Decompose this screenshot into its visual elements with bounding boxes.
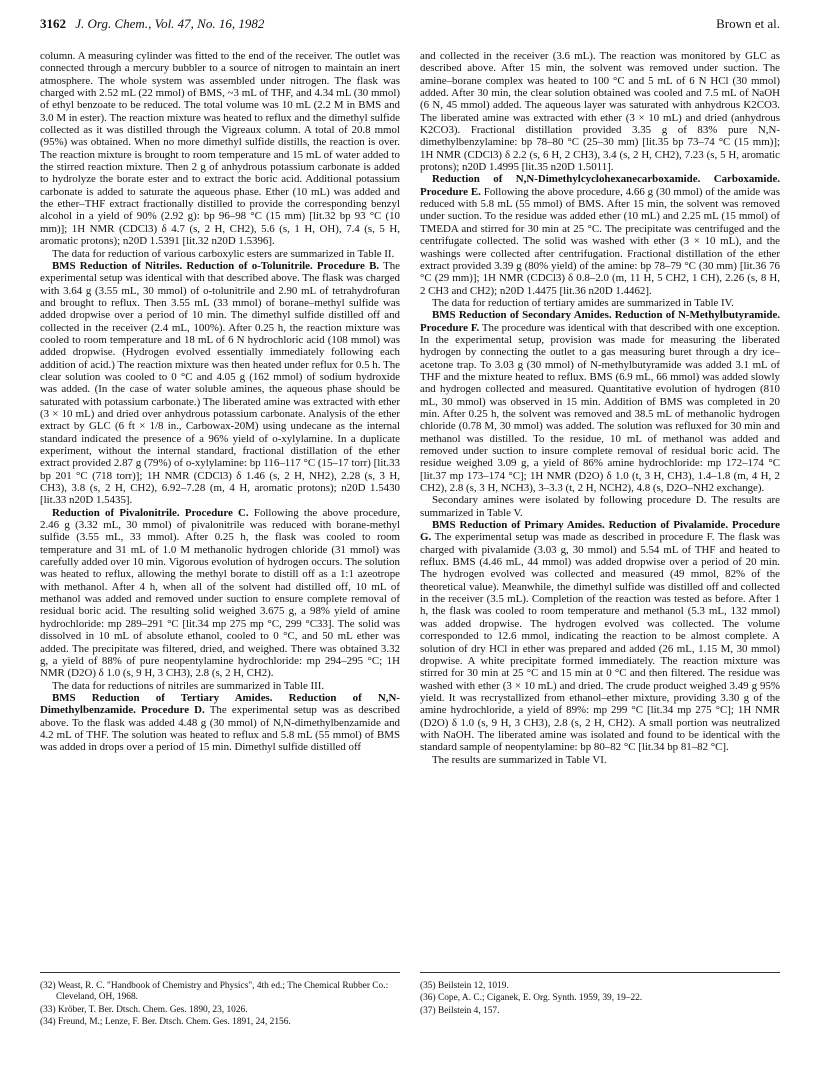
section-heading: Reduction of Pivalonitrile. Procedure C. [52, 506, 249, 519]
paragraph [420, 173, 780, 296]
footnote: (35) Beilstein 12, 1019. [420, 981, 509, 991]
header-authors: Brown et al. [716, 16, 780, 31]
paragraph [40, 50, 400, 248]
paragraph-text: Following the above procedure, 2.46 g (3.32 mL, 30 mmol) of pivalonitrile was reduced with borane-methyl sulfide (3.55 mL, 33 mmol). After 0.25 h, the flask was cooled to room temperature and 31 mL of 1.0 M methanolic hydrogen chloride (31 mmol) was carefully added over 10 min. Vigorous evolution of hydrogen occurs. The solution was heated to reflux, allowing the methyl borate to distill off as a 1:1 azeotrope with methanol. After 4 h, when all of the solvent had distilled off, 10 mL of methanol was added and removed under suction to ensure complete removal of residual boric acid. The resulting solid weighed 3.675 g, a 98% yield of amine hydrochloride: mp 289–291 °C [lit.34 mp 275 mp °C, 299 °C33]. The solid was dissolved in 10 mL of absolute ethanol, cooled to 0 °C, and 50 mL ether was added. The precipitate was filtered, dried, and weighed. There was obtained 3.32 g, a yield of 88% of pure neopentylamine hydrochloride: mp 294–295 °C; 1H NMR (D2O) δ 1.0 (s, 9 H, 3 CH3), 2.8 (s, 2 H, CH2). [40, 506, 400, 680]
running-header [40, 16, 780, 40]
paragraph-text: The experimental setup was identical with that described above. The flask was charged with 3.64 g (3.55 mL, 30 mmol) of o-tolunitrile and 2.90 mL of tetrahydrofuran and brought to reflux. Then 3.55 mL (33 mmol) of borane–methyl sulfide was added dropwise over a period of 10 min. The dimethyl sulfide distilled off and collected in the receiver (2.4 mL, 100%). After 0.25 h, the reaction mixture was cooled to room temperature and 18 mL of 6 N hydrochloric acid (108 mmol) was added dropwise. (Hydrogen evolved essentially immediately following each addition of acid.) The reaction mixture was then heated under reflux for 0.5 h. The clear solution was cooled to 0 °C and 4.05 g (162 mmol) of sodium hydroxide was added. (In the case of water soluble amines, the aqueous phase should be saturated with potassium carbonate.) The liberated amine was extracted with ether (3 × 10 mL) and dried over anhydrous potassium carbonate. Analysis of the ether extract by GLC (6 ft × 1/8 in., Carbowax-20M) using undecane as the internal standard indicated the presence of a 96% yield of o-xylylamine. In a duplicate experiment, without the internal standard, fractional distillation of the ether extract provided 2.87 g (79%) of o-xylylamine: bp 116–117 °C (15–17 torr) [lit.33 bp 201 °C (718 torr)]; 1H NMR (CDCl3) δ 1.46 (s, 2 H, NH2), 2.28 (s, 3 H, CH3), 3.8 (s, 2 H, CH2), 6.92–7.28 (m, 4 H, aromatic protons); n20D 1.5430 [lit.33 n20D 1.5435]. [40, 259, 400, 507]
paragraph [420, 494, 780, 519]
paragraph [420, 754, 780, 766]
paragraph [40, 692, 400, 754]
section-heading: BMS Reduction of Tertiary Amides. Reduction of N,N-Dimethylbenzamide. Procedure D. [40, 691, 400, 717]
paragraph [420, 297, 780, 309]
header-left [40, 16, 264, 32]
footnote: (32) Weast, R. C. "Handbook of Chemistry and Physics", 4th ed.; The Chemical Rubber Co.: Cleveland, OH, 1968. [40, 981, 389, 1003]
footnotes-right [420, 972, 780, 1018]
paragraph-text: The data for reduction of various carboxylic esters are summarized in Table II. [52, 247, 395, 260]
paragraph [420, 50, 780, 173]
footnotes-left [40, 972, 400, 1030]
paragraph-text: Secondary amines were isolated by following procedure D. The results are summarized in Table V. [420, 494, 780, 519]
paragraph-text: The data for reduction of tertiary amides are summarized in Table IV. [432, 296, 734, 309]
journal-citation: J. Org. Chem., Vol. 47, No. 16, 1982 [75, 16, 265, 31]
paragraph-text: The experimental setup was made as described in procedure F. The flask was charged with pivalamide (3.03 g, 30 mmol) and 5.54 mL of THF and heated to reflux. BMS (4.46 mL, 44 mmol) was added dropwise over a period of 20 min. The hydrogen evolved was collected and measured (49 mmol, 82% of the theoretical value). Meanwhile, the dimethyl sulfide was distilled off and collected in the receiver (3.5 mL). Completion of the reaction was tested as before. After 1 h, the flask was cooled to room temperature and methanol (5.3 mL, 132 mmol) was added dropwise. The hydrogen evolved was collected. The volume corresponded to 12.6 mmol, indicating the reaction to be almost complete. A solution of dry HCl in ether was prepared and added (26 mL, 1.15 M, 30 mmol) dropwise. A white precipitate formed immediately. The reaction mixture was stirred for 30 min at 25 °C and 15 min at 0 °C and then filtered. The residue was washed with ether (3 × 10 mL) and dried. The crude product weighed 3.49 g 95% yield. It was recrystallized from ethanol–ether mixture, providing 3.30 g of the amine hydrochloride, a yield of 89%: mp 299 °C [lit.34 mp 275 °C]; 1H NMR (D2O) δ 1.0 (s, 9 H, 3 CH3), 2.8 (s, 2 H, CH2). A small portion was neutralized with NaOH. The liberated amine was isolated and found to be identical with the standard sample of neopentylamine: bp 80–82 °C [lit.34 bp 81–82 °C]. [420, 531, 780, 754]
section-heading: BMS Reduction of Nitriles. Reduction of o-Tolunitrile. Procedure B. [52, 259, 380, 272]
paragraph [40, 248, 400, 260]
paragraph-text: column. A measuring cylinder was fitted to the end of the receiver. The outlet was connected through a mercury bubbler to a source of nitrogen to maintain an inert atmosphere. The whole system was assembled under nitrogen. The flask was charged with 2.52 mL (22 mmol) of BMS, ~3 mL of THF, and 4.34 mL (30 mmol) of ethyl benzoate to be reduced. The total volume was 10 mL (2.2 M in BMS and 3.0 M in ester). The reaction mixture was heated to reflux and the dimethyl sulfide collected as it was distilled through the Vigreaux column. A total of 20.8 mmol (95%) was obtained. When no more dimethyl sulfide distills, the reaction is over. The reaction mixture is brought to room temperature and 15 mL of water added to the stirred reaction mixture. Then 2 g of anhydrous potassium carbonate is added to hydrolyze the borate ester and to extract the boric acid. Additional potassium carbonate is added to saturate the aqueous phase. Ether (10 mL) was added and the ether–THF extract fractionally distilled to provide the corresponding benzyl alcohol in a yield of 90% (2.92 g): bp 96–98 °C (15 mm) [lit.32 bp 93 °C (10 mm)]; 1H NMR (CDCl3) δ 4.7 (s, 2 H, CH2), 5.6 (s, 1 H, OH), 7.4 (s, 5 H, aromatic protons); n20D 1.5391 [lit.32 n20D 1.5396]. [40, 50, 400, 248]
paragraph [420, 309, 780, 494]
page-number: 3162 [40, 16, 66, 31]
left-text-column [40, 50, 400, 754]
section-heading: BMS Reduction of Primary Amides. Reduction of Pivalamide. Procedure G. [420, 519, 780, 544]
paragraph [40, 260, 400, 507]
footnote: (37) Beilstein 4, 157. [420, 1005, 500, 1016]
right-text-column [420, 50, 780, 766]
paragraph-text: and collected in the receiver (3.6 mL). The reaction was monitored by GLC as described above. After 15 min, the solvent was removed under suction. The amine–borane complex was heated to 100 °C and 5 mL of 6 N HCl (30 mmol) added. After 30 min, the clear solution obtained was cooled and 7.5 mL of NaOH (6 N, 45 mmol) added. The aqueous layer was saturated with anhydrous K2CO3. The liberated amine was extracted with ether (3 × 10 mL) and dried (anhydrous K2CO3). Fractional distillation provided 3.35 g of 83% pure N,N-dimethylbenzylamine: bp 78–80 °C (25–30 mm) [lit.35 bp 73–74 °C (15 mm)]; 1H NMR (CDCl3) δ 2.2 (s, 6 H, 2 CH3), 3.4 (s, 2 H, CH2), 7.23 (s, 5 H, aromatic protons); n20D 1.4995 [lit.35 n20D 1.5011]. [420, 50, 780, 174]
paragraph [40, 680, 400, 692]
paragraph-text: The procedure was identical with that described with one exception. In the experimental setup, provision was made for measuring the liberated hydrogen by connecting the outlet to a gas measuring buret through a dry ice–acetone trap. To 3.03 g (30 mmol) of N-methylbutyramide was added 3.1 mL of THF and the mixture heated to reflux. BMS (6.9 mL, 66 mmol) was added slowly and hydrogen collected and measured. Quantitative evolution of hydrogen (810 mL, 30 mmol) was observed in 15 min. Addition of BMS was completed in 20 min. After 0.25 h, the solvent was removed and 38.5 mL of methanolic hydrogen chloride (0.78 M, 30 mmol) was added. The solution was refluxed for 30 min and methanol was distilled. To the residue, 10 mL of methanol was added and removed under suction to insure complete removal of residual boric acid. The residue weighed 3.09 g, a yield of 86% amine hydrochloride: mp 172–174 °C [lit.37 mp 173–174 °C]; 1H NMR (D2O) δ 1.0 (t, 3 H, CH3), 1.4–1.8 (m, 4 H, 2 CH2), 2.8 (s, 3 H, NCH3), 3–3.3 (t, 2 H, NCH2), 4.8 (s, D2O–NH2 exchange). [420, 321, 780, 495]
paragraph-text: The data for reductions of nitriles are summarized in Table III. [52, 679, 325, 692]
paragraph-text: Following the above procedure, 4.66 g (30 mmol) of the amide was reduced with 5.8 mL (55 mmol) of BMS. After 15 min, the solvent was removed under suction. To the residue was added ether (10 mL) and 2.25 mL (15 mmol) of TMEDA and stirred for 30 min at 25 °C. The precipitate was centrifuged and the centrifugate collected. The solid was washed with ether (3 × 10 mL), and the washings were collected after centrifugation. Fractional distillation of the ether extract provided 3.39 g (80% yield) of the amine: bp 78–79 °C (30 mm) [lit.36 76 °C (29 mm)]; 1H NMR (CDCl3) δ 0.8–2.0 (m, 11 H, 5 CH2, 1 CH), 2.26 (s, 8 H, 2 CH3 and CH2); n20D 1.4475 [lit.36 n20D 1.4462]. [420, 185, 780, 297]
section-heading: BMS Reduction of Secondary Amides. Reduction of N-Methylbutyramide. Procedure F. [420, 309, 780, 334]
footnote: (36) Cope, A. C.; Ciganek, E. Org. Synth. 1959, 39, 19–22. [420, 993, 643, 1004]
paragraph-text: The experimental setup was as described above. To the flask was added 4.48 g (30 mmol) of N,N-dimethylbenzamide and 4.2 mL of THF. The solution was heated to reflux and 5.8 mL (55 mmol) of BMS was added in drops over a period of 15 min. Dimethyl sulfide distilled off [40, 704, 400, 754]
paragraph [420, 519, 780, 754]
footnote: (34) Freund, M.; Lenze, F. Ber. Dtsch. Chem. Ges. 1891, 24, 2156. [40, 1017, 291, 1028]
footnote: (33) Kröber, T. Ber. Dtsch. Chem. Ges. 1890, 23, 1026. [40, 1004, 248, 1015]
paragraph [40, 507, 400, 680]
section-heading: Reduction of N,N-Dimethylcyclohexanecarboxamide. Carboxamide. Procedure E. [420, 173, 780, 198]
paragraph-text: The results are summarized in Table VI. [432, 753, 607, 766]
